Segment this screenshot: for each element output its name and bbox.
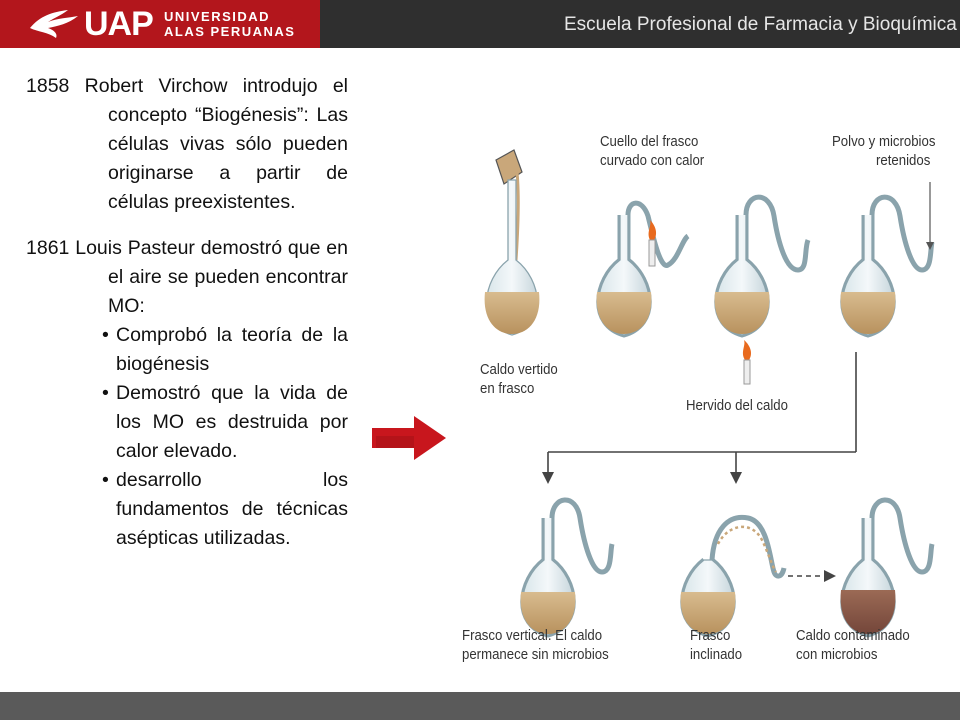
label-line: con microbios <box>796 646 878 663</box>
label-line: Polvo y microbios <box>832 133 936 150</box>
bullet-dot: • <box>102 382 109 404</box>
bullet-text: Demostró que la vida de los MO es destruida por calor elevado. <box>116 382 348 462</box>
label-dust-retained <box>832 132 935 170</box>
flask-contaminated <box>841 500 932 635</box>
pasteur-experiment-diagram <box>452 120 960 680</box>
label-contaminated <box>796 626 910 664</box>
brand-short-text: UAP <box>84 5 153 43</box>
label-line: retenidos <box>876 152 931 169</box>
header-bar <box>0 0 960 48</box>
label-neck-curved <box>600 132 704 170</box>
flask-tilted <box>681 517 784 635</box>
brand-line-2: ALAS PERUANAS <box>164 24 296 39</box>
bullet-item <box>26 379 348 466</box>
label-vertical-flask <box>462 626 609 664</box>
label-boiling: Hervido del caldo <box>686 397 788 414</box>
bullet-text: Comprobó la teoría de la biogénesis <box>116 324 348 375</box>
text-column <box>26 72 348 553</box>
label-line: Caldo contaminado <box>796 627 910 644</box>
label-broth-poured <box>480 360 558 398</box>
label-line: curvado con calor <box>600 152 705 169</box>
brand-block[interactable] <box>0 0 320 48</box>
label-line: inclinado <box>690 646 743 663</box>
flask-neck-heating <box>597 203 688 335</box>
brand-line-1: UNIVERSIDAD <box>164 9 271 24</box>
bullet-dot: • <box>102 324 109 346</box>
bullet-dot: • <box>102 469 109 491</box>
label-tilted-flask <box>690 626 742 664</box>
bullet-text: desarrollo los fundamentos de técnicas asépticas utilizadas. <box>116 469 348 549</box>
flask-boiling <box>715 197 808 384</box>
arrow-down-icon <box>730 472 742 484</box>
wings-logo-icon <box>28 8 80 40</box>
header-title: Escuela Profesional de Farmacia y Bioquímica <box>564 14 957 35</box>
arrow-down-icon <box>542 472 554 484</box>
flask-vertical <box>521 500 612 635</box>
paragraph-virchow: 1858 Robert Virchow introdujo el concepto “Biogénesis”: Las células vivas sólo pueden originarse a partir de células preexistentes. <box>26 75 348 213</box>
flask-pouring <box>485 150 540 335</box>
arrow-right-icon <box>824 570 836 582</box>
label-line: Caldo vertido <box>480 361 558 378</box>
brand-name <box>164 9 295 39</box>
red-arrow-icon <box>370 414 448 462</box>
label-line: Cuello del frasco <box>600 133 699 150</box>
bullet-item <box>26 466 348 553</box>
pasteur-bullet-list <box>26 321 348 553</box>
label-line: en frasco <box>480 380 535 397</box>
paragraph-pasteur: 1861 Louis Pasteur demostró que en el aire se pueden encontrar MO: <box>26 237 348 317</box>
flask-dust-retained <box>841 182 934 335</box>
label-line: Frasco <box>690 627 731 644</box>
footer-bar <box>0 692 960 720</box>
label-line: Frasco vertical. El caldo <box>462 627 603 644</box>
bullet-item <box>26 321 348 379</box>
label-line: permanece sin microbios <box>462 646 609 663</box>
